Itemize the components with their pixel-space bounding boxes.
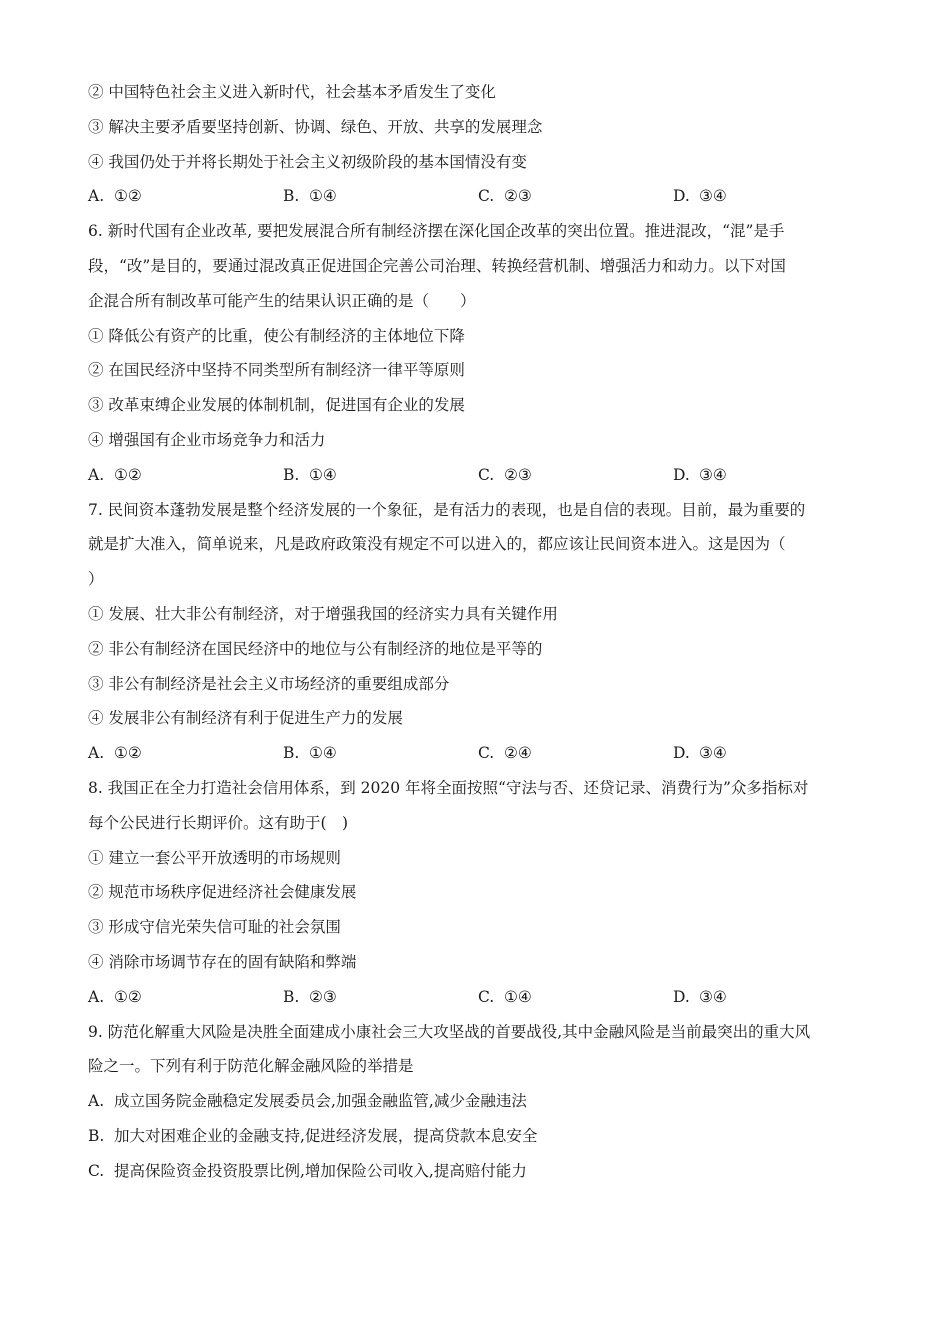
option-b[interactable]: B. ①④ [283,187,337,206]
option-a[interactable]: A. ①② [88,744,142,763]
option-c[interactable]: C. ②③ [478,187,532,206]
statement: ① 降低公有资产的比重，使公有制经济的主体地位下降 [88,326,465,345]
question-stem: ） [88,570,104,589]
statement: ② 中国特色社会主义进入新时代，社会基本矛盾发生了变化 [88,83,496,101]
option-a[interactable]: A. ①② [88,465,142,484]
statement: ② 规范市场秩序促进经济社会健康发展 [88,883,357,902]
question-stem: 企混合所有制改革可能产生的结果认识正确的是（ ） [88,291,476,310]
option-c[interactable]: C. ①④ [478,987,532,1006]
exam-page [88,78,868,1192]
option-b[interactable]: B. ①④ [283,465,337,484]
option-d[interactable]: D. ③④ [673,744,727,763]
statement: ④ 发展非公有制经济有利于促进生产力的发展 [88,709,403,728]
option-a[interactable]: A. ①② [88,187,142,206]
answer-options [88,461,868,496]
question-stem: 6. 新时代国有企业改革, 要把发展混合所有制经济摆在深化国企改革的突出位置。推进混改，“混”是手 [88,222,785,241]
option-a[interactable]: A. ①② [88,987,142,1006]
question-stem: 段，“改”是目的，要通过混改真正促进国企完善公司治理、转换经营机制、增强活力和动力。以下对国 [88,256,786,275]
statement: ③ 解决主要矛盾要坚持创新、协调、绿色、开放、共享的发展理念 [88,117,543,136]
statement: ② 非公有制经济在国民经济中的地位与公有制经济的地位是平等的 [88,639,543,658]
answer-options [88,739,868,774]
option-d[interactable]: D. ③④ [673,187,727,206]
question-stem: 9. 防范化解重大风险是决胜全面建成小康社会三大攻坚战的首要战役,其中金融风险是当前最突出的重大风 [88,1022,811,1041]
choice-a[interactable]: A. 成立国务院金融稳定发展委员会,加强金融监管,减少金融违法 [88,1092,527,1111]
option-c[interactable]: C. ②③ [478,465,532,484]
answer-options [88,182,868,217]
question-stem: 就是扩大准入，简单说来，凡是政府政策没有规定不可以进入的，都应该让民间资本进入。这是因为（ [88,535,786,554]
statement: ③ 非公有制经济是社会主义市场经济的重要组成部分 [88,674,450,693]
question-stem: 险之一。下列有利于防范化解金融风险的举措是 [88,1057,414,1076]
question-6 [88,217,868,495]
answer-options [88,983,868,1018]
statement: ① 建立一套公平开放透明的市场规则 [88,848,341,867]
question-9 [88,1018,868,1192]
question-7 [88,496,868,774]
question-stem: 7. 民间资本蓬勃发展是整个经济发展的一个象征，是有活力的表现，也是自信的表现。目前，最为重要的 [88,500,806,519]
option-d[interactable]: D. ③④ [673,987,727,1006]
statement: ③ 形成守信光荣失信可耻的社会氛围 [88,918,341,937]
statement: ② 在国民经济中坚持不同类型所有制经济一律平等原则 [88,361,465,380]
choice-c[interactable]: C. 提高保险资金投资股票比例,增加保险公司收入,提高赔付能力 [88,1161,527,1180]
option-b[interactable]: B. ②③ [283,987,337,1006]
statement: ④ 消除市场调节存在的固有缺陷和弊端 [88,952,357,971]
option-c[interactable]: C. ②④ [478,744,532,763]
statement: ③ 改革束缚企业发展的体制机制，促进国有企业的发展 [88,396,465,415]
question-5-tail [88,78,868,217]
statement: ④ 我国仍处于并将长期处于社会主义初级阶段的基本国情没有变 [88,152,527,171]
option-b[interactable]: B. ①④ [283,744,337,763]
question-8 [88,774,868,1018]
choice-b[interactable]: B. 加大对困难企业的金融支持,促进经济发展，提高贷款本息安全 [88,1126,538,1145]
question-stem: 每个公民进行长期评价。这有助于( ) [88,813,349,832]
statement: ① 发展、壮大非公有制经济，对于增强我国的经济实力具有关键作用 [88,604,558,623]
statement: ④ 增强国有企业市场竞争力和活力 [88,430,326,449]
option-d[interactable]: D. ③④ [673,465,727,484]
question-stem: 8. 我国正在全力打造社会信用体系，到 2020 年将全面按照“守法与否、还贷记录、消费行为”众多指标对 [88,778,809,797]
